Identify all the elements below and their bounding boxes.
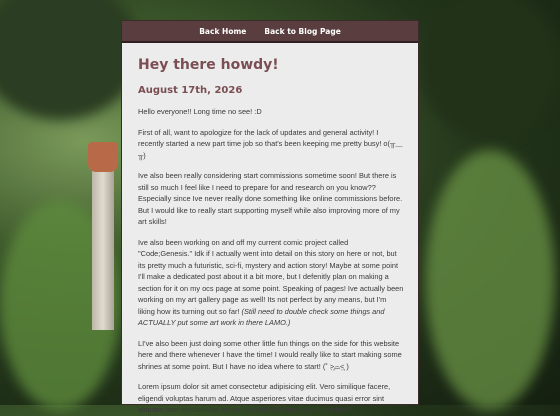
back-to-blog-link[interactable]: Back to Blog Page bbox=[264, 26, 341, 36]
wooden-post bbox=[92, 150, 114, 330]
paragraph-lorem: Lorem ipsum dolor sit amet consectetur adipisicing elit. Vero similique facere, eligendi voluptas harum ad. Atque asperiores vitae ducimus quasi error sint aliquam non recusandae minus mollitia! Dolorum, quam incidunt? bbox=[138, 382, 391, 414]
post-title: Hey there howdy! bbox=[138, 57, 279, 73]
paragraph-commissions: Ive also been really considering start commissions sometime soon! But there is still so much I feel like I need to prepare for and research on you know?? Especially since Ive never really done something like online commissions before. But I would like to really start supporting myself while also improving more of my art skills! bbox=[138, 171, 403, 226]
foliage-right-light bbox=[425, 150, 555, 410]
paragraph-side-projects: LI've also been just doing some other little fun things on the side for this website here and there whenever I have the time! I would really like to start making some shrines at some point. But I have no idea where to start! (˚ ˃̣̣̥⌓˂̣̣̥ ) bbox=[138, 338, 402, 371]
post-content bbox=[122, 43, 418, 416]
comic-project-note: (Still need to double check some things and ACTUALLY put some art work in there LAMO.) bbox=[138, 306, 385, 327]
paragraph-greeting: Hello everyone!! Long time no see! :D bbox=[138, 107, 262, 116]
tree-foliage-right bbox=[420, 0, 560, 140]
post-cap bbox=[88, 142, 118, 172]
paragraph-comic-project bbox=[138, 237, 404, 329]
back-home-link[interactable]: Back Home bbox=[199, 26, 247, 36]
paragraph-apology: First of all, want to apologize for the lack of updates and general activity! I recently started a new part time job so that's been keeping me pretty busy! o(╥﹏╥) bbox=[138, 127, 403, 160]
post-date: August 17th, 2026 bbox=[138, 85, 243, 96]
tree-foliage-left bbox=[0, 0, 140, 120]
comic-project-text: Ive also been working on and off my current comic project called "Code;Genesis." Idk if I actually went into detail on this story on here or not, but its pretty much a futuristic, sci-fi, mystery and action story! Maybe at some point I'll make a dedicated post about it a bit more, but I defenitly plan on making a section for it on my ocs page at some point. Speaking of pages! Ive actually been working on my art gallery page as well! Its not perfect by any means, but I'm liking how its turning out so far! bbox=[138, 237, 404, 316]
top-nav-bar bbox=[122, 21, 418, 43]
blog-post-panel bbox=[121, 20, 419, 414]
